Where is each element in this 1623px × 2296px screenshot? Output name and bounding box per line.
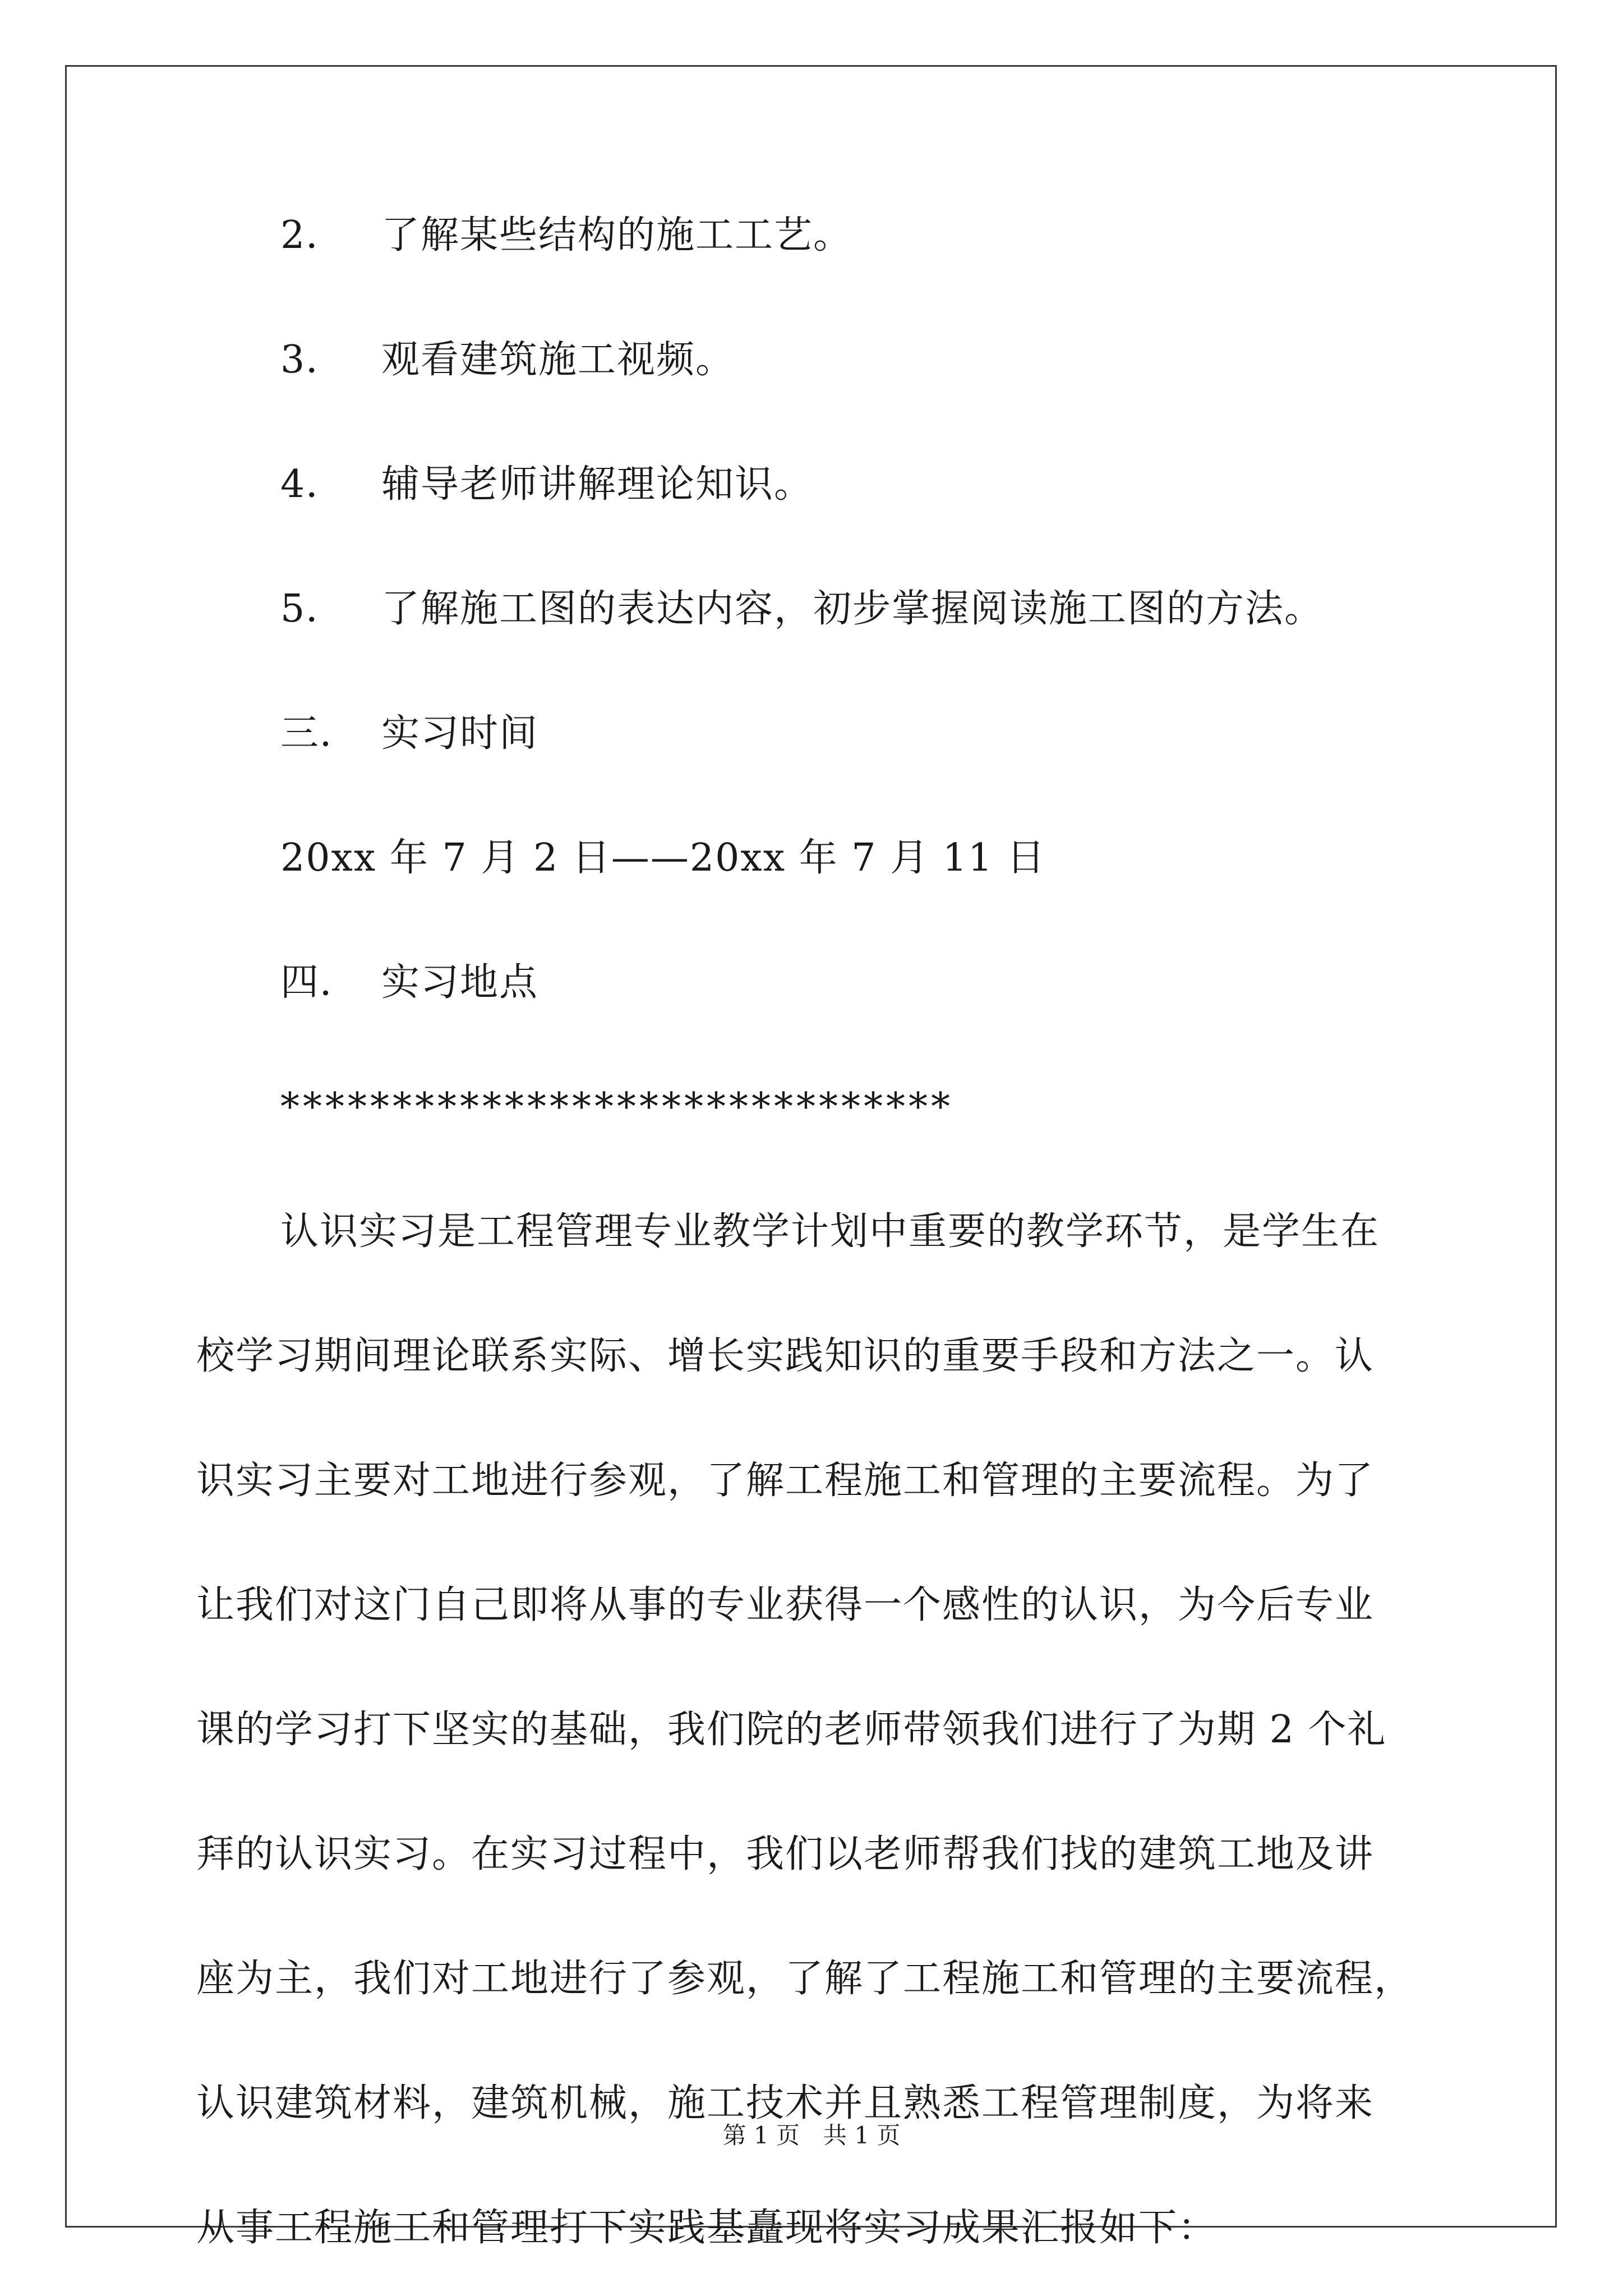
list-item-text: 辅导老师讲解理论知识。	[381, 462, 814, 507]
section-heading-location	[280, 960, 538, 1005]
paragraph-line: 认识建筑材料，建筑机械，施工技术并且熟悉工程管理制度，为将来	[196, 2081, 1375, 2125]
list-item	[280, 462, 813, 507]
section-title: 实习时间	[381, 711, 539, 756]
page-border	[65, 65, 1557, 2228]
list-item-text: 观看建筑施工视频。	[381, 338, 735, 382]
list-item-number: 5．	[280, 587, 345, 631]
section-number: 四．	[280, 960, 359, 1005]
paragraph-line: 校学习期间理论联系实际、增长实践知识的重要手段和方法之一。认	[196, 1334, 1375, 1378]
paragraph-line: 拜的认识实习。在实习过程中，我们以老师帮我们找的建筑工地及讲	[196, 1832, 1375, 1876]
paragraph-line: 认识实习是工程管理专业教学计划中重要的教学环节，是学生在	[280, 1209, 1380, 1254]
paragraph-line: 座为主，我们对工地进行了参观，了解了工程施工和管理的主要流程，	[196, 1957, 1414, 2001]
section-title: 实习地点	[381, 960, 539, 1005]
paragraph-line: 让我们对这门自己即将从事的专业获得一个感性的认识，为今后专业	[196, 1583, 1375, 1627]
list-item	[280, 587, 1324, 632]
section-heading-time	[280, 711, 538, 756]
section-number: 三．	[280, 711, 359, 756]
paragraph-line: 课的学习打下坚实的基础，我们院的老师带领我们进行了为期 2 个礼	[196, 1708, 1387, 1752]
date-range: 20xx 年 7 月 2 日——20xx 年 7 月 11 日	[280, 836, 1046, 880]
page-footer	[0, 2122, 1623, 2150]
list-item-text: 了解某些结构的施工工艺。	[381, 213, 853, 257]
list-item	[280, 213, 852, 258]
location-masked: ******************************	[280, 1085, 953, 1129]
list-item-text: 了解施工图的表达内容，初步掌握阅读施工图的方法。	[381, 587, 1324, 631]
list-item	[280, 338, 735, 383]
paragraph-line: 识实习主要对工地进行参观，了解工程施工和管理的主要流程。为了	[196, 1458, 1375, 1503]
list-item-number: 2．	[280, 213, 345, 257]
list-item-number: 3．	[280, 338, 345, 382]
paragraph-line: 从事工程施工和管理打下实践基矗现将实习成果汇报如下：	[196, 2206, 1218, 2250]
page-total: 共 1 页	[823, 2122, 901, 2149]
page-number: 第 1 页	[722, 2122, 800, 2149]
list-item-number: 4．	[280, 462, 345, 507]
